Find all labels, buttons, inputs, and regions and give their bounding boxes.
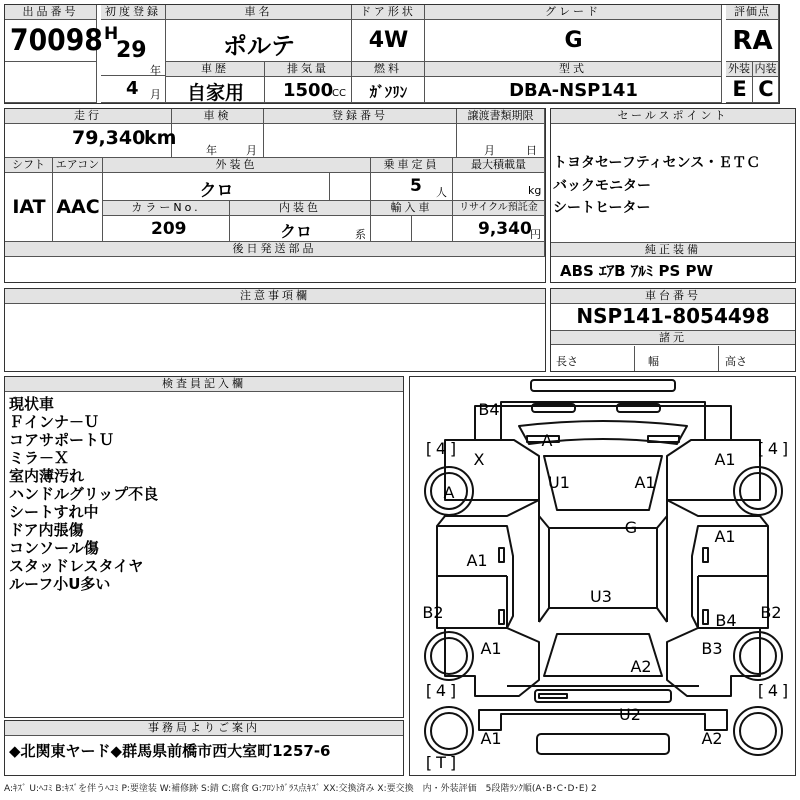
- mark-a2-rear: A2: [630, 657, 652, 676]
- registration-no-label: 登録番号: [264, 109, 457, 124]
- inspector-note-line: コンソール傷: [9, 539, 99, 557]
- tire-front-right-bracket-close: ]: [781, 439, 789, 458]
- mark-a1-rear-bumper: A1: [480, 729, 502, 748]
- later-parts-label: 後日発送部品: [5, 242, 545, 257]
- mark-a1-fr-door: A1: [714, 527, 736, 546]
- max-load-unit: kg: [528, 184, 542, 197]
- mark-b4-rr-door: B4: [715, 611, 737, 630]
- exterior-color-label: 外装色: [103, 158, 371, 173]
- mark-g-windshield: G: [624, 518, 638, 537]
- inspector-note-line: コアサポートＵ: [9, 431, 115, 449]
- interior-color: クロ: [280, 222, 313, 241]
- tire-rear-left: 4: [435, 681, 447, 700]
- mark-b2-right: B2: [760, 603, 782, 622]
- recycle-unit: 円: [530, 228, 541, 241]
- ac-label: エアコン: [53, 158, 103, 173]
- interior-color-unit: 系: [355, 228, 366, 241]
- office-address: ◆北関東ヤード◆群馬県前橋市西大室町1257-6: [9, 742, 331, 760]
- chassis-label: 車台番号: [551, 289, 795, 304]
- spare-tire: T: [436, 753, 446, 772]
- registration-year: 29: [116, 38, 147, 63]
- era-code: H: [104, 24, 119, 44]
- notes-label: 注意事項欄: [5, 289, 545, 304]
- tire-front-left-bracket: [: [425, 439, 433, 458]
- car-diagram: [409, 376, 796, 776]
- mark-u2-trunk: U2: [619, 705, 641, 724]
- history-value: 自家用: [186, 82, 244, 104]
- lot-number-blank: [5, 62, 97, 103]
- lot-number: 70098: [10, 23, 103, 57]
- tire-front-left: 4: [435, 439, 447, 458]
- lot-number-label: 出品番号: [5, 5, 97, 20]
- capacity-label: 乗車定員: [371, 158, 453, 173]
- import-cell-a: [371, 216, 412, 242]
- score-value: RA: [732, 26, 773, 56]
- exterior-color: クロ: [199, 181, 234, 201]
- office-label: 事務局よりご案内: [5, 721, 403, 736]
- interior-grade: C: [758, 77, 774, 101]
- import-cell-b: [412, 216, 453, 242]
- tire-rear-right-bracket-close: ]: [781, 681, 789, 700]
- mark-x-mirror: X: [473, 450, 485, 469]
- inspector-label: 検査員記入欄: [5, 377, 403, 392]
- model-value: DBA-NSP141: [509, 80, 638, 101]
- tire-rear-left-bracket: [: [425, 681, 433, 700]
- chassis-number: NSP141-8054498: [576, 304, 770, 328]
- exterior-color-blank: [330, 173, 371, 201]
- inspector-note-line: Ｆインナ－Ｕ: [9, 413, 100, 431]
- shift-label: シフト: [5, 158, 53, 173]
- exterior-grade: E: [732, 77, 747, 101]
- exterior-label: 外装: [726, 62, 753, 77]
- tire-rear-right: 4: [767, 681, 779, 700]
- equipment-value: ABS ｴｱB ｱﾙﾐ PS PW: [560, 262, 714, 280]
- inspector-note-line: ルーフ小U多い: [9, 575, 111, 593]
- mileage-value: 79,340: [72, 127, 146, 149]
- mark-u3-roof: U3: [590, 587, 612, 606]
- damage-legend: A:ｷｽﾞ U:ﾍｺﾐ B:ｷｽﾞを伴うﾍｺﾐ P:要塗装 W:補修跡 S:錆 C:腐食 G:ﾌﾛﾝﾄｶﾞﾗｽ点ｷｽﾞ XX:交換済み X:要交換 内・外装評価 5段階ﾗﾝｸ順(A･B･C･D･E) 2: [4, 784, 597, 794]
- first-registration-label: 初度登録: [101, 5, 166, 20]
- grade-label: グレード: [425, 5, 722, 20]
- tire-front-right: 4: [767, 439, 779, 458]
- color-number: 209: [151, 219, 187, 239]
- spec-divider-2: [718, 346, 719, 371]
- registration-month: 4: [126, 78, 139, 99]
- sales-point-line-1: トヨタセーフティセンス・ＥＴＣ: [553, 155, 761, 171]
- score-label: 評価点: [726, 5, 779, 20]
- door-type: 4W: [368, 28, 409, 53]
- mileage-unit: km: [144, 127, 177, 149]
- sales-point-label: セールスポイント: [551, 109, 795, 124]
- mark-a-windshield: A: [541, 431, 553, 450]
- tire-rear-right-bracket: [: [757, 681, 765, 700]
- tire-front-left-bracket-close: ]: [449, 439, 457, 458]
- capacity-value: 5: [410, 176, 422, 196]
- spec-label: 諸元: [551, 330, 795, 345]
- mark-b2-left: B2: [422, 603, 444, 622]
- month-unit: 月: [150, 88, 161, 101]
- shift-value: IAT: [12, 196, 46, 218]
- spec-width: 幅: [648, 355, 659, 368]
- mark-u1-hood: U1: [548, 473, 570, 492]
- mark-a1-fl-door: A1: [466, 551, 488, 570]
- transfer-month-unit: 月: [484, 144, 495, 157]
- equipment-label: 純正装備: [551, 242, 795, 257]
- displacement-value: 1500: [283, 80, 334, 101]
- inspector-note-line: 室内薄汚れ: [9, 467, 85, 485]
- max-load-label: 最大積載量: [453, 158, 545, 173]
- fuel-label: 燃料: [352, 62, 425, 77]
- import-label: 輸入車: [371, 201, 453, 216]
- inspection-month-unit: 月: [246, 144, 257, 157]
- color-no-label: カラーNo.: [103, 201, 230, 216]
- spare-tire-bracket-close: ]: [449, 753, 457, 772]
- grade-value: G: [564, 28, 583, 53]
- car-name-label: 車名: [166, 5, 352, 20]
- recycle-label: リサイクル預託金: [453, 201, 545, 216]
- displacement-label: 排気量: [265, 62, 352, 77]
- interior-label: 内装: [753, 62, 779, 77]
- inspector-note-line: ハンドルグリップ不良: [9, 485, 159, 503]
- mark-b3-rr: B3: [701, 639, 723, 658]
- inspection-label: 車検: [172, 109, 264, 124]
- sales-point-line-2: バックモニター: [553, 178, 651, 194]
- spec-divider-1: [634, 346, 635, 371]
- inspector-note-line: ドア内張傷: [9, 521, 84, 539]
- spec-length: 長さ: [556, 355, 578, 368]
- registration-no-cell: [264, 124, 457, 158]
- inspector-note-line: シートすれ中: [9, 503, 99, 521]
- door-label: ドア形状: [352, 5, 425, 20]
- sales-point-line-3: シートヒーター: [553, 200, 651, 216]
- mark-a2-rear-bumper: A2: [701, 729, 723, 748]
- inspector-notes: [9, 395, 399, 593]
- mark-a1-hood: A1: [634, 473, 656, 492]
- mileage-label: 走行: [5, 109, 172, 124]
- spare-tire-bracket: [: [425, 753, 433, 772]
- inspection-year-unit: 年: [206, 144, 217, 157]
- inspector-note-line: スタッドレスタイヤ: [9, 557, 144, 575]
- mark-a-fl-wheel: A: [443, 483, 455, 502]
- year-unit: 年: [150, 64, 161, 77]
- transfer-deadline-label: 譲渡書類期限: [457, 109, 545, 124]
- tire-rear-left-bracket-close: ]: [449, 681, 457, 700]
- transfer-day-unit: 日: [526, 144, 537, 157]
- recycle-value: 9,340: [478, 219, 532, 239]
- fuel-value: ｶﾞｿﾘﾝ: [369, 83, 408, 101]
- inspector-note-line: ミラ－Ｘ: [9, 449, 70, 467]
- mark-b4-top: B4: [478, 400, 500, 419]
- mark-a1-rl-fender: A1: [480, 639, 502, 658]
- history-label: 車歴: [166, 62, 265, 77]
- spec-height: 高さ: [725, 355, 747, 368]
- capacity-unit: 人: [436, 186, 447, 199]
- car-name: ポルテ: [223, 32, 295, 60]
- mark-a1-fr-fender: A1: [714, 450, 736, 469]
- model-label: 型式: [425, 62, 722, 77]
- interior-color-label: 内装色: [230, 201, 371, 216]
- ac-value: AAC: [56, 196, 100, 218]
- tire-front-right-bracket: [: [757, 439, 765, 458]
- displacement-unit: CC: [332, 88, 346, 99]
- inspector-note-line: 現状車: [9, 395, 55, 413]
